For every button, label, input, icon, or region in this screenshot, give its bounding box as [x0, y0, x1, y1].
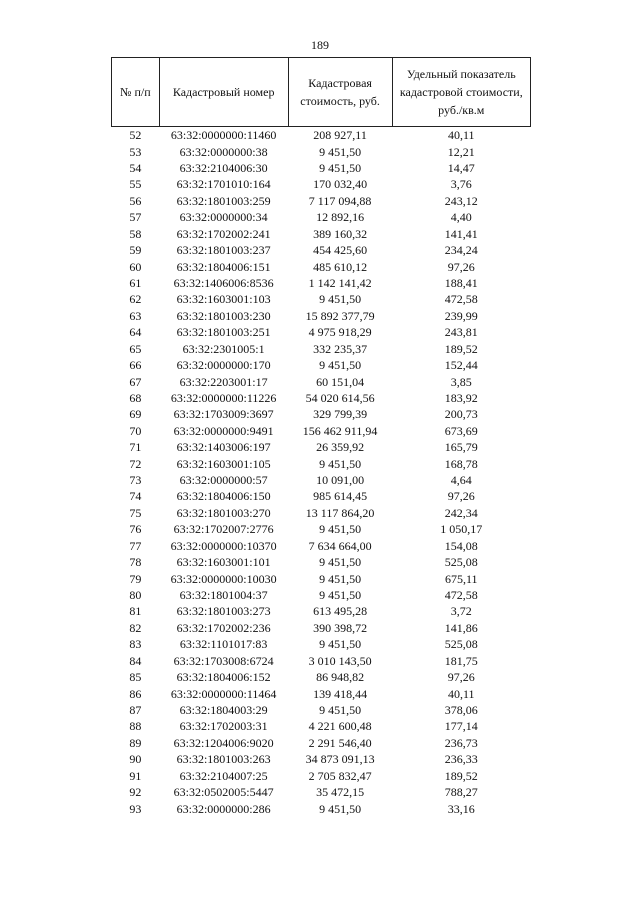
- cell-cadastral-number: 63:32:1801003:230: [176, 308, 271, 323]
- cell-num: 83: [129, 637, 142, 652]
- cell-cadastral-number: 63:32:1703008:6724: [173, 653, 274, 668]
- cell-num: 54: [129, 161, 142, 176]
- cell-specific-indicator: 183,92: [444, 390, 478, 405]
- cell-cadastral-value: 332 235,37: [313, 341, 368, 356]
- table-row: [112, 538, 531, 554]
- cell-cadastral-number: 63:32:1804006:151: [176, 259, 271, 274]
- cell-num: 85: [129, 670, 142, 685]
- cell-num: 89: [129, 735, 142, 750]
- cell-num: 78: [129, 555, 142, 570]
- cell-cadastral-number: 63:32:0000000:10370: [170, 538, 277, 553]
- cell-num: 87: [129, 702, 142, 717]
- table-row: [112, 160, 531, 176]
- table-row: [112, 505, 531, 521]
- cell-cadastral-number: 63:32:1804003:29: [179, 702, 268, 717]
- cell-cadastral-value: 9 451,50: [319, 571, 362, 586]
- table-row: [112, 226, 531, 242]
- cell-specific-indicator: 3,72: [450, 604, 472, 619]
- cell-specific-indicator: 165,79: [444, 440, 478, 455]
- cell-cadastral-number: 63:32:2301005:1: [182, 341, 265, 356]
- header-row: [112, 58, 531, 127]
- cell-specific-indicator: 472,58: [444, 292, 478, 307]
- table-row: [112, 439, 531, 455]
- header-num: № п/п: [112, 58, 160, 127]
- table-row: [112, 143, 531, 159]
- cell-cadastral-number: 63:32:1801003:259: [176, 193, 271, 208]
- cell-cadastral-number: 63:32:1406006:8536: [173, 276, 274, 290]
- table-row: [112, 521, 531, 537]
- cell-cadastral-value: 26 359,92: [316, 440, 365, 455]
- cell-cadastral-value: 9 451,50: [319, 637, 362, 652]
- cell-specific-indicator: 242,34: [444, 505, 478, 520]
- cell-specific-indicator: 236,33: [444, 752, 478, 767]
- cell-cadastral-number: 63:32:1702003:31: [179, 719, 268, 734]
- cell-cadastral-number: 63:32:1603001:105: [176, 456, 271, 471]
- cell-cadastral-number: 63:32:0000000:9491: [173, 423, 274, 438]
- cell-num: 63: [129, 308, 142, 323]
- cell-num: 75: [129, 505, 142, 520]
- table-row: [112, 127, 531, 144]
- cell-specific-indicator: 40,11: [448, 686, 475, 701]
- cell-cadastral-number: 63:32:0502005:5447: [173, 785, 274, 800]
- cell-cadastral-value: 329 799,39: [313, 407, 368, 422]
- cell-cadastral-value: 9 451,50: [319, 522, 362, 537]
- table-row: [112, 209, 531, 225]
- cell-cadastral-number: 63:32:0000000:34: [179, 210, 268, 225]
- table-row: [112, 767, 531, 783]
- cell-cadastral-value: 9 451,50: [319, 702, 362, 717]
- cell-cadastral-value: 485 610,12: [313, 259, 368, 274]
- cell-specific-indicator: 243,81: [444, 325, 478, 340]
- cell-num: 81: [129, 604, 142, 619]
- table-row: [112, 784, 531, 800]
- cell-cadastral-number: 63:32:1702002:236: [176, 620, 271, 635]
- cell-cadastral-number: 63:32:1702002:241: [176, 226, 271, 241]
- cell-cadastral-value: 389 160,32: [313, 226, 368, 241]
- cell-specific-indicator: 788,27: [444, 785, 478, 800]
- cell-cadastral-value: 86 948,82: [316, 670, 365, 685]
- cell-specific-indicator: 525,08: [444, 555, 478, 570]
- cell-cadastral-value: 13 117 864,20: [305, 505, 375, 520]
- cell-specific-indicator: 33,16: [447, 801, 475, 816]
- cell-specific-indicator: 472,58: [444, 588, 478, 603]
- cell-cadastral-value: 4 975 918,29: [308, 325, 372, 340]
- cell-cadastral-value: 9 451,50: [319, 292, 362, 307]
- cell-num: 70: [129, 423, 142, 438]
- table-row: [112, 702, 531, 718]
- cell-num: 72: [129, 456, 142, 471]
- cell-num: 59: [129, 243, 142, 258]
- cell-specific-indicator: 97,26: [447, 670, 475, 685]
- table-row: [112, 718, 531, 734]
- table-row: [112, 373, 531, 389]
- cell-specific-indicator: 141,86: [444, 620, 478, 635]
- cell-cadastral-value: 208 927,11: [313, 128, 367, 143]
- cell-cadastral-value: 9 451,50: [319, 161, 362, 176]
- cell-cadastral-number: 63:32:0000000:170: [176, 358, 271, 373]
- table-row: [112, 455, 531, 471]
- cell-specific-indicator: 40,11: [448, 128, 475, 143]
- cell-cadastral-number: 63:32:1403006:197: [176, 440, 271, 455]
- cell-cadastral-number: 63:32:1603001:101: [176, 555, 271, 570]
- table-row: [112, 735, 531, 751]
- cell-cadastral-value: 54 020 614,56: [305, 390, 375, 405]
- cell-cadastral-number: 63:32:0000000:10030: [170, 571, 277, 586]
- cell-cadastral-value: 170 032,40: [313, 177, 368, 192]
- cell-cadastral-value: 613 495,28: [313, 604, 368, 619]
- cell-specific-indicator: 673,69: [444, 423, 478, 438]
- cell-cadastral-number: 63:32:2104007:25: [179, 768, 268, 783]
- cell-num: 52: [129, 128, 142, 143]
- cell-cadastral-value: 7 634 664,00: [308, 538, 372, 553]
- cell-num: 80: [129, 588, 142, 603]
- table-row: [112, 390, 531, 406]
- cell-cadastral-value: 390 398,72: [313, 620, 368, 635]
- table-row: [112, 636, 531, 652]
- cell-specific-indicator: 97,26: [447, 259, 475, 274]
- table-row: [112, 308, 531, 324]
- cell-cadastral-value: 34 873 091,13: [305, 752, 375, 767]
- cell-cadastral-value: 4 221 600,48: [308, 719, 372, 734]
- cell-specific-indicator: 1 050,17: [440, 522, 483, 537]
- cell-cadastral-value: 9 451,50: [319, 588, 362, 603]
- table-row: [112, 653, 531, 669]
- table-row: [112, 406, 531, 422]
- cell-specific-indicator: 188,41: [444, 276, 478, 290]
- cell-cadastral-number: 63:32:1801003:270: [176, 505, 271, 520]
- table-row: [112, 669, 531, 685]
- cell-cadastral-number: 63:32:1703009:3697: [173, 407, 274, 422]
- cell-cadastral-number: 63:32:0000000:286: [176, 801, 271, 816]
- table-row: [112, 176, 531, 192]
- header-specific-indicator: Удельный показатель кадастровой стоимости, руб./кв.м: [392, 58, 530, 127]
- cell-cadastral-number: 63:32:0000000:57: [179, 473, 268, 488]
- cell-cadastral-value: 9 451,50: [319, 456, 362, 471]
- cell-cadastral-value: 156 462 911,94: [302, 423, 378, 438]
- cell-num: 60: [129, 259, 142, 274]
- cell-cadastral-number: 63:32:0000000:38: [179, 144, 268, 159]
- cell-cadastral-number: 63:32:1603001:103: [176, 292, 271, 307]
- cell-num: 58: [129, 226, 142, 241]
- table-row: [112, 620, 531, 636]
- table-row: [112, 275, 531, 291]
- cell-cadastral-value: 2 705 832,47: [308, 768, 372, 783]
- table-row: [112, 423, 531, 439]
- cell-num: 93: [129, 801, 142, 816]
- cell-cadastral-number: 63:32:1801003:251: [176, 325, 271, 340]
- cell-specific-indicator: 234,24: [444, 243, 478, 258]
- header-cadastral-number: Кадастровый номер: [159, 58, 288, 127]
- cell-specific-indicator: 525,08: [444, 637, 478, 652]
- table-row: [112, 291, 531, 307]
- cell-num: 74: [129, 489, 142, 504]
- cell-cadastral-value: 12 892,16: [316, 210, 365, 225]
- cell-cadastral-number: 63:32:1101017:83: [179, 637, 268, 652]
- cell-specific-indicator: 12,21: [447, 144, 475, 159]
- cell-cadastral-number: 63:32:1801004:37: [179, 588, 268, 603]
- cell-cadastral-value: 60 151,04: [316, 374, 365, 389]
- table-header: [112, 58, 531, 127]
- cell-specific-indicator: 3,85: [450, 374, 472, 389]
- cell-num: 61: [129, 276, 142, 290]
- cell-num: 79: [129, 571, 142, 586]
- table-row: [112, 324, 531, 340]
- cell-specific-indicator: 14,47: [447, 161, 475, 176]
- cell-specific-indicator: 4,40: [450, 210, 472, 225]
- cell-num: 57: [129, 210, 142, 225]
- page-number: 189: [311, 38, 329, 52]
- cell-specific-indicator: 236,73: [444, 735, 478, 750]
- cell-cadastral-number: 63:32:2104006:30: [179, 161, 268, 176]
- table-body: [112, 127, 531, 817]
- table-row: [112, 800, 531, 816]
- table-row: [112, 242, 531, 258]
- cell-cadastral-number: 63:32:2203001:17: [179, 374, 268, 389]
- cell-cadastral-number: 63:32:1702007:2776: [173, 522, 274, 537]
- cell-num: 68: [129, 390, 142, 405]
- cell-specific-indicator: 200,73: [444, 407, 478, 422]
- table-row: [112, 357, 531, 373]
- cell-cadastral-number: 63:32:0000000:11464: [170, 686, 277, 701]
- cell-specific-indicator: 152,44: [444, 358, 478, 373]
- table-row: [112, 472, 531, 488]
- cell-num: 62: [129, 292, 142, 307]
- cell-num: 77: [129, 538, 142, 553]
- cell-num: 56: [129, 193, 142, 208]
- table-row: [112, 603, 531, 619]
- cell-specific-indicator: 675,11: [445, 571, 478, 586]
- table-row: [112, 554, 531, 570]
- cell-cadastral-value: 9 451,50: [319, 144, 362, 159]
- cell-cadastral-value: 454 425,60: [313, 243, 368, 258]
- cell-specific-indicator: 141,41: [444, 226, 478, 241]
- cell-specific-indicator: 154,08: [444, 538, 478, 553]
- header-cadastral-value: Кадастровая стоимость, руб.: [288, 58, 392, 127]
- cell-cadastral-value: 9 451,50: [319, 358, 362, 373]
- cell-num: 90: [129, 752, 142, 767]
- cell-cadastral-value: 10 091,00: [316, 473, 365, 488]
- cell-cadastral-value: 35 472,15: [316, 785, 365, 800]
- cell-cadastral-number: 63:32:1801003:273: [176, 604, 271, 619]
- cell-cadastral-number: 63:32:1801003:263: [176, 752, 271, 767]
- table-row: [112, 685, 531, 701]
- cell-specific-indicator: 378,06: [444, 702, 478, 717]
- cell-cadastral-value: 9 451,50: [319, 555, 362, 570]
- cell-num: 86: [129, 686, 142, 701]
- cell-num: 82: [129, 620, 142, 635]
- cell-num: 67: [129, 374, 142, 389]
- cell-num: 92: [129, 785, 142, 800]
- cell-cadastral-number: 63:32:0000000:11226: [170, 390, 277, 405]
- cell-specific-indicator: 243,12: [444, 193, 478, 208]
- cell-specific-indicator: 3,76: [450, 177, 472, 192]
- cell-cadastral-number: 63:32:1801003:237: [176, 243, 271, 258]
- cell-cadastral-number: 63:32:1804006:150: [176, 489, 271, 504]
- cell-num: 88: [129, 719, 142, 734]
- cell-num: 91: [129, 768, 142, 783]
- cell-cadastral-number: 63:32:0000000:11460: [170, 128, 277, 143]
- cell-num: 76: [129, 522, 142, 537]
- cell-specific-indicator: 97,26: [447, 489, 475, 504]
- table-row: [112, 193, 531, 209]
- table-row: [112, 570, 531, 586]
- cell-specific-indicator: 181,75: [444, 653, 478, 668]
- cell-num: 55: [129, 177, 142, 192]
- cell-specific-indicator: 189,52: [444, 768, 478, 783]
- cell-num: 53: [129, 144, 142, 159]
- cell-specific-indicator: 4,64: [450, 473, 472, 488]
- table-row: [112, 587, 531, 603]
- cell-num: 73: [129, 473, 142, 488]
- cell-cadastral-value: 1 142 141,42: [308, 276, 372, 290]
- cell-num: 84: [129, 653, 142, 668]
- cell-cadastral-number: 63:32:1204006:9020: [173, 735, 274, 750]
- cell-num: 65: [129, 341, 142, 356]
- cell-num: 71: [129, 440, 142, 455]
- cell-num: 69: [129, 407, 142, 422]
- cell-cadastral-value: 985 614,45: [313, 489, 368, 504]
- cell-cadastral-number: 63:32:1804006:152: [176, 670, 271, 685]
- cell-specific-indicator: 239,99: [444, 308, 478, 323]
- cell-specific-indicator: 189,52: [444, 341, 478, 356]
- cell-cadastral-value: 7 117 094,88: [308, 193, 372, 208]
- cell-cadastral-value: 15 892 377,79: [305, 308, 375, 323]
- table-row: [112, 488, 531, 504]
- cell-num: 66: [129, 358, 142, 373]
- cell-cadastral-value: 2 291 546,40: [308, 735, 372, 750]
- table-row: [112, 751, 531, 767]
- cell-cadastral-value: 3 010 143,50: [308, 653, 372, 668]
- cell-num: 64: [129, 325, 142, 340]
- cell-cadastral-number: 63:32:1701010:164: [176, 177, 271, 192]
- table-row: [112, 340, 531, 356]
- cadastral-value-table: [111, 57, 531, 817]
- cell-specific-indicator: 168,78: [444, 456, 478, 471]
- cell-specific-indicator: 177,14: [444, 719, 478, 734]
- table-row: [112, 258, 531, 274]
- cell-cadastral-value: 139 418,44: [313, 686, 368, 701]
- cell-cadastral-value: 9 451,50: [319, 801, 362, 816]
